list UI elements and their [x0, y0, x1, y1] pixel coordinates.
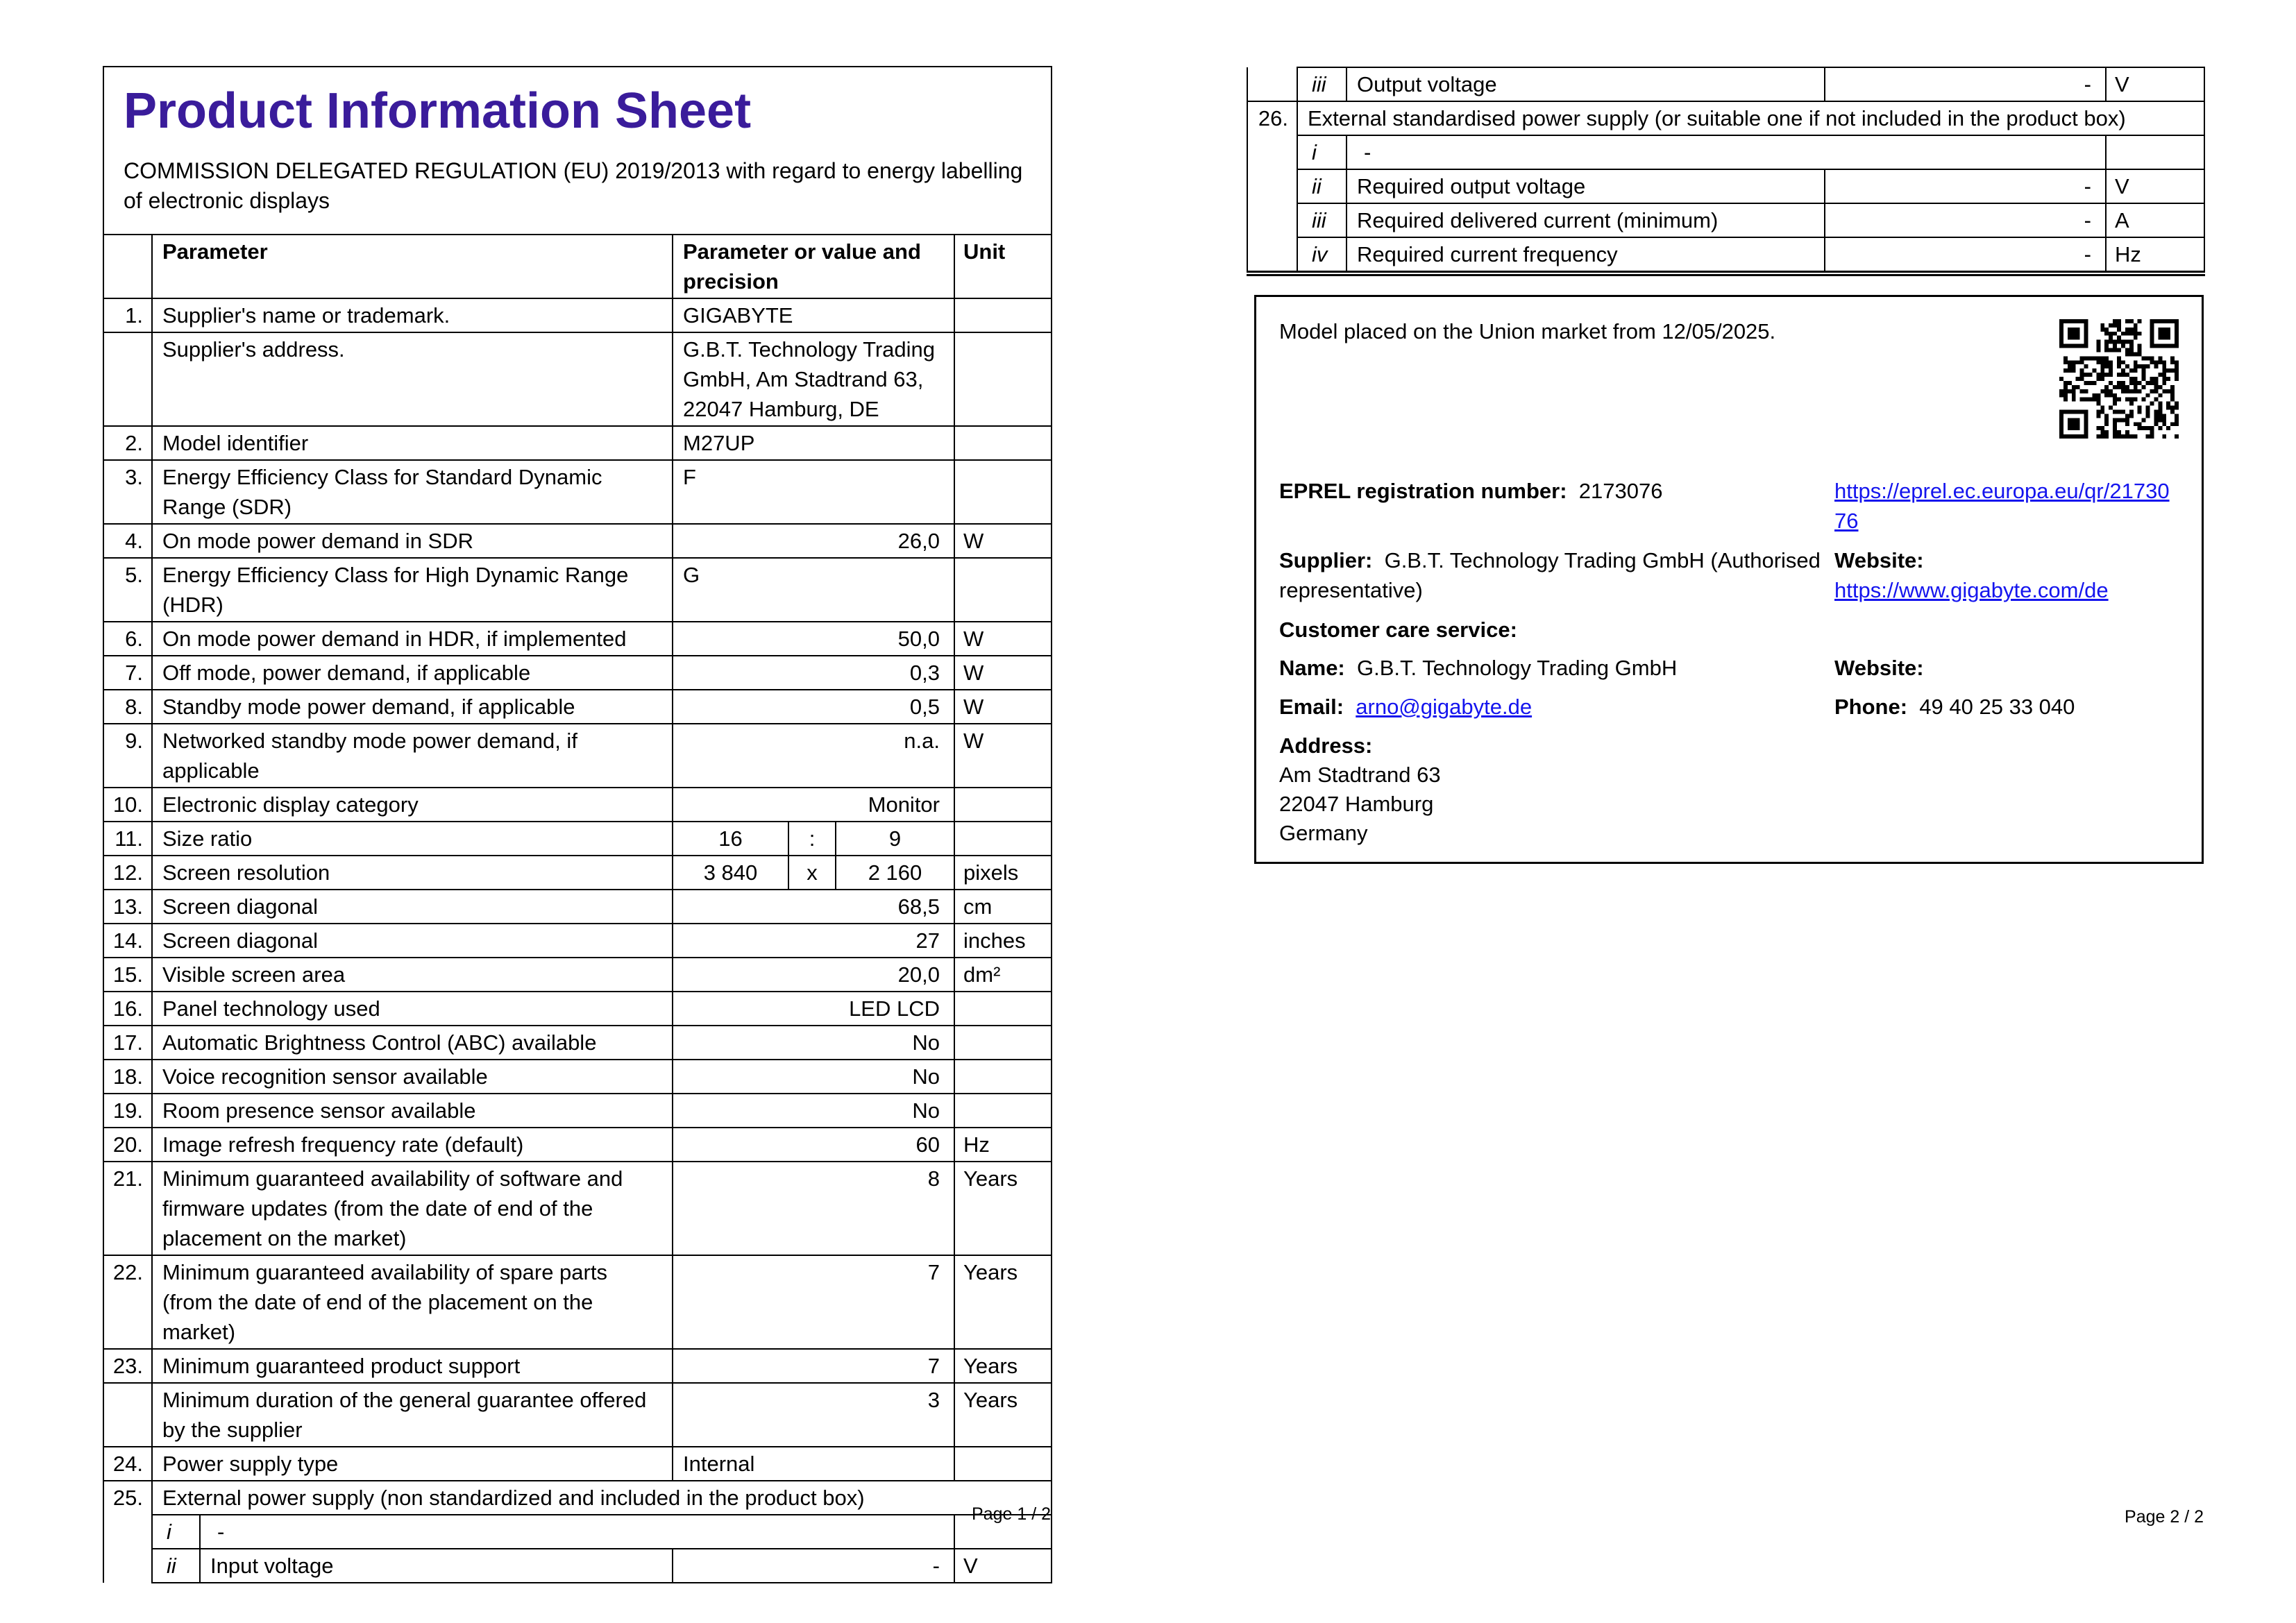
label-cell: Input voltage: [200, 1549, 673, 1583]
eprel-registration: [1279, 476, 1834, 506]
unit-cell: [954, 1447, 1052, 1481]
unit-cell: cm: [954, 890, 1052, 924]
label-cell: Screen diagonal: [152, 890, 673, 924]
value-cell: -: [1825, 237, 2106, 273]
label-cell: Output voltage: [1347, 67, 1825, 101]
email-link[interactable]: arno@gigabyte.de: [1356, 695, 1533, 719]
value-cell: 8: [673, 1162, 954, 1255]
num-cell: 25.: [103, 1481, 152, 1583]
unit-cell: Hz: [954, 1128, 1052, 1162]
num-cell: 2.: [103, 426, 152, 460]
supplier-name: G.B.T. Technology Trading GmbH (Authorised representative): [1279, 548, 1821, 602]
unit-cell: [954, 1026, 1052, 1060]
table-header-row: [103, 235, 1052, 298]
value-cell: -: [1825, 67, 2106, 101]
label-cell: Minimum duration of the general guarantee offered by the supplier: [152, 1383, 673, 1447]
value-cell: No: [673, 1060, 954, 1094]
label-cell: Power supply type: [152, 1447, 673, 1481]
num-cell: [103, 332, 152, 426]
customer-care-heading: Customer care service:: [1279, 618, 1517, 642]
address-block: [1279, 731, 2179, 848]
label-cell: Minimum guaranteed availability of software and firmware updates (from the date of end of the placement on the market): [152, 1162, 673, 1255]
table-row: [103, 924, 1052, 958]
label-cell: Energy Efficiency Class for High Dynamic Range (HDR): [152, 558, 673, 622]
num-cell: 9.: [103, 724, 152, 788]
table-row: [103, 1162, 1052, 1255]
num-cell: 22.: [103, 1255, 152, 1349]
roman-cell: iii: [1297, 67, 1347, 101]
label-cell: Screen diagonal: [152, 924, 673, 958]
label-cell: Automatic Brightness Control (ABC) available: [152, 1026, 673, 1060]
unit-cell: W: [954, 690, 1052, 724]
customer-care-email: [1279, 692, 1834, 722]
table-row: [103, 332, 1052, 426]
customer-care-name: [1279, 653, 1834, 683]
unit-cell: W: [954, 524, 1052, 558]
value-cell: -: [1825, 169, 2106, 203]
unit-cell: dm²: [954, 958, 1052, 992]
table-row: [103, 1349, 1052, 1383]
table-row: [103, 890, 1052, 924]
value-cell: 20,0: [673, 958, 954, 992]
info-box: [1254, 295, 2204, 864]
label-cell: Standby mode power demand, if applicable: [152, 690, 673, 724]
value-cell: M27UP: [673, 426, 954, 460]
table-row: [103, 788, 1052, 822]
table-row: [103, 1060, 1052, 1094]
label-cell: Voice recognition sensor available: [152, 1060, 673, 1094]
unit-cell: V: [954, 1549, 1052, 1583]
website-label: Website:: [1834, 548, 1924, 572]
num-cell: 1.: [103, 298, 152, 332]
address-line: Germany: [1279, 821, 1368, 845]
unit-cell: Years: [954, 1255, 1052, 1349]
unit-cell: Years: [954, 1162, 1052, 1255]
label-cell: Required delivered current (minimum): [1347, 203, 1825, 237]
value-cell: 50,0: [673, 622, 954, 656]
phone-value: 49 40 25 33 040: [1919, 695, 2075, 719]
unit-cell: Hz: [2106, 237, 2204, 273]
page-subtitle: COMMISSION DELEGATED REGULATION (EU) 2019/2013 with regard to energy labelling of electronic displays: [124, 158, 1023, 213]
value-cell: 68,5: [673, 890, 954, 924]
label-cell: Visible screen area: [152, 958, 673, 992]
num-cell: 21.: [103, 1162, 152, 1255]
header-unit-cell: Unit: [954, 235, 1052, 298]
table-row: [103, 724, 1052, 788]
name-value: G.B.T. Technology Trading GmbH: [1357, 656, 1678, 680]
table-row: [103, 622, 1052, 656]
qr-code-icon: [2059, 319, 2179, 439]
unit-cell: [954, 992, 1052, 1026]
table-row: [103, 822, 1052, 856]
num-cell: 19.: [103, 1094, 152, 1128]
eprel-link[interactable]: https://eprel.ec.europa.eu/qr/2173076: [1834, 479, 2170, 533]
table-row: [1247, 67, 2204, 101]
roman-cell: ii: [1297, 169, 1347, 203]
unit-cell: W: [954, 724, 1052, 788]
table-row: [103, 1447, 1052, 1481]
unit-cell: [954, 460, 1052, 524]
label-cell: Model identifier: [152, 426, 673, 460]
num-cell: 4.: [103, 524, 152, 558]
num-cell: 5.: [103, 558, 152, 622]
unit-cell: A: [2106, 203, 2204, 237]
value-cell: 7: [673, 1349, 954, 1383]
label-cell: -: [200, 1515, 954, 1549]
phone-label: Phone:: [1834, 695, 1908, 719]
table-row: [103, 426, 1052, 460]
num-cell: 12.: [103, 856, 152, 890]
unit-cell: [954, 298, 1052, 332]
unit-cell: V: [2106, 67, 2204, 101]
num-cell: 10.: [103, 788, 152, 822]
unit-cell: W: [954, 656, 1052, 690]
value-cell: F: [673, 460, 954, 524]
page2-table: [1247, 67, 2205, 276]
table-row: [103, 1383, 1052, 1447]
table-row: [1247, 135, 2204, 169]
value-separator-cell: :: [788, 822, 836, 856]
value-cell: 27: [673, 924, 954, 958]
value-cell: LED LCD: [673, 992, 954, 1026]
num-cell: 15.: [103, 958, 152, 992]
title-block: [103, 67, 1052, 235]
label-cell: -: [1347, 135, 2106, 169]
value-separator-cell: x: [788, 856, 836, 890]
roman-cell: iii: [1297, 203, 1347, 237]
table-row: [103, 558, 1052, 622]
unit-cell: pixels: [954, 856, 1052, 890]
num-cell: 13.: [103, 890, 152, 924]
value-cell: n.a.: [673, 724, 954, 788]
email-label: Email:: [1279, 695, 1344, 719]
section-label-cell: External power supply (non standardized and included in the product box): [152, 1481, 1052, 1515]
roman-cell: i: [1297, 135, 1347, 169]
table-row: [103, 856, 1052, 890]
unit-cell: V: [2106, 169, 2204, 203]
table-row: [103, 1549, 1052, 1583]
page-title: Product Information Sheet: [124, 83, 752, 139]
label-cell: Supplier's name or trademark.: [152, 298, 673, 332]
unit-cell: Years: [954, 1349, 1052, 1383]
table-row: [103, 460, 1052, 524]
website-link[interactable]: https://www.gigabyte.com/de: [1834, 578, 2109, 602]
roman-cell: i: [152, 1515, 200, 1549]
label-cell: On mode power demand in SDR: [152, 524, 673, 558]
value-cell: Internal: [673, 1447, 954, 1481]
num-cell: 11.: [103, 822, 152, 856]
value-cell: 7: [673, 1255, 954, 1349]
num-cell: [1247, 67, 1297, 101]
eprel-number: 2173076: [1578, 479, 1663, 503]
table-row: [1247, 169, 2204, 203]
num-cell: 18.: [103, 1060, 152, 1094]
table-row: [1247, 237, 2204, 273]
page1-footer: Page 1 / 2: [972, 1504, 1051, 1524]
value-cell: 0,5: [673, 690, 954, 724]
address-line: Am Stadtrand 63: [1279, 763, 1441, 787]
unit-cell: inches: [954, 924, 1052, 958]
value-cell: 16: [673, 822, 788, 856]
num-cell: 20.: [103, 1128, 152, 1162]
table-row: [103, 656, 1052, 690]
unit-cell: [2106, 135, 2204, 169]
value-cell: Monitor: [673, 788, 954, 822]
supplier-info: [1279, 545, 1834, 605]
num-cell: [103, 1383, 152, 1447]
unit-cell: [954, 558, 1052, 622]
num-cell: 7.: [103, 656, 152, 690]
page2-footer: Page 2 / 2: [2125, 1507, 2204, 1527]
label-cell: Energy Efficiency Class for Standard Dynamic Range (SDR): [152, 460, 673, 524]
roman-cell: ii: [152, 1549, 200, 1583]
header-num-cell: [103, 235, 152, 298]
value-cell: -: [1825, 203, 2106, 237]
unit-cell: [954, 332, 1052, 426]
roman-cell: iv: [1297, 237, 1347, 273]
page1-table: [103, 66, 1052, 1583]
value-cell: 26,0: [673, 524, 954, 558]
header-parameter-cell: Parameter: [152, 235, 673, 298]
value-cell: 2 160: [836, 856, 954, 890]
unit-cell: [954, 788, 1052, 822]
label-cell: Minimum guaranteed availability of spare parts (from the date of end of the placement on the market): [152, 1255, 673, 1349]
value-cell: 9: [836, 822, 954, 856]
table-row: [103, 1255, 1052, 1349]
table-row: [103, 992, 1052, 1026]
label-cell: Panel technology used: [152, 992, 673, 1026]
table-row: [103, 958, 1052, 992]
market-placement-note: Model placed on the Union market from 12/05/2025.: [1279, 319, 1776, 343]
value-cell: G.B.T. Technology Trading GmbH, Am Stadtrand 63, 22047 Hamburg, DE: [673, 332, 954, 426]
label-cell: Screen resolution: [152, 856, 673, 890]
label-cell: Supplier's address.: [152, 332, 673, 426]
label-cell: Electronic display category: [152, 788, 673, 822]
unit-cell: Years: [954, 1383, 1052, 1447]
num-cell: 6.: [103, 622, 152, 656]
section-label-cell: External standardised power supply (or suitable one if not included in the product box): [1297, 101, 2204, 135]
num-cell: 3.: [103, 460, 152, 524]
value-cell: 0,3: [673, 656, 954, 690]
unit-cell: [954, 1060, 1052, 1094]
table-row: [103, 1128, 1052, 1162]
header-value-cell: Parameter or value and precision: [673, 235, 954, 298]
value-cell: 3 840: [673, 856, 788, 890]
label-cell: Image refresh frequency rate (default): [152, 1128, 673, 1162]
num-cell: 17.: [103, 1026, 152, 1060]
value-cell: No: [673, 1094, 954, 1128]
label-cell: Required current frequency: [1347, 237, 1825, 273]
num-cell: 8.: [103, 690, 152, 724]
num-cell: 16.: [103, 992, 152, 1026]
table-row: [103, 524, 1052, 558]
num-cell: 23.: [103, 1349, 152, 1383]
num-cell: 26.: [1247, 101, 1297, 273]
label-cell: Size ratio: [152, 822, 673, 856]
table-row: [103, 1094, 1052, 1128]
table-row: [103, 690, 1052, 724]
label-cell: Required output voltage: [1347, 169, 1825, 203]
value-cell: 60: [673, 1128, 954, 1162]
value-cell: 3: [673, 1383, 954, 1447]
supplier-label: Supplier:: [1279, 548, 1373, 572]
label-cell: Room presence sensor available: [152, 1094, 673, 1128]
value-cell: GIGABYTE: [673, 298, 954, 332]
eprel-label: EPREL registration number:: [1279, 479, 1567, 503]
table-row: [103, 298, 1052, 332]
label-cell: Off mode, power demand, if applicable: [152, 656, 673, 690]
value-cell: -: [673, 1549, 954, 1583]
table-row: [1247, 203, 2204, 237]
label-cell: Minimum guaranteed product support: [152, 1349, 673, 1383]
table-row: [1247, 101, 2204, 135]
label-cell: Networked standby mode power demand, if applicable: [152, 724, 673, 788]
num-cell: 24.: [103, 1447, 152, 1481]
unit-cell: [954, 426, 1052, 460]
table-row: [103, 1026, 1052, 1060]
name-label: Name:: [1279, 656, 1345, 680]
unit-cell: [954, 822, 1052, 856]
unit-cell: [954, 1094, 1052, 1128]
num-cell: 14.: [103, 924, 152, 958]
address-line: 22047 Hamburg: [1279, 792, 1434, 816]
address-label: Address:: [1279, 733, 1373, 758]
value-cell: G: [673, 558, 954, 622]
unit-cell: W: [954, 622, 1052, 656]
label-cell: On mode power demand in HDR, if implemented: [152, 622, 673, 656]
value-cell: No: [673, 1026, 954, 1060]
website2-label: Website:: [1834, 656, 1924, 680]
